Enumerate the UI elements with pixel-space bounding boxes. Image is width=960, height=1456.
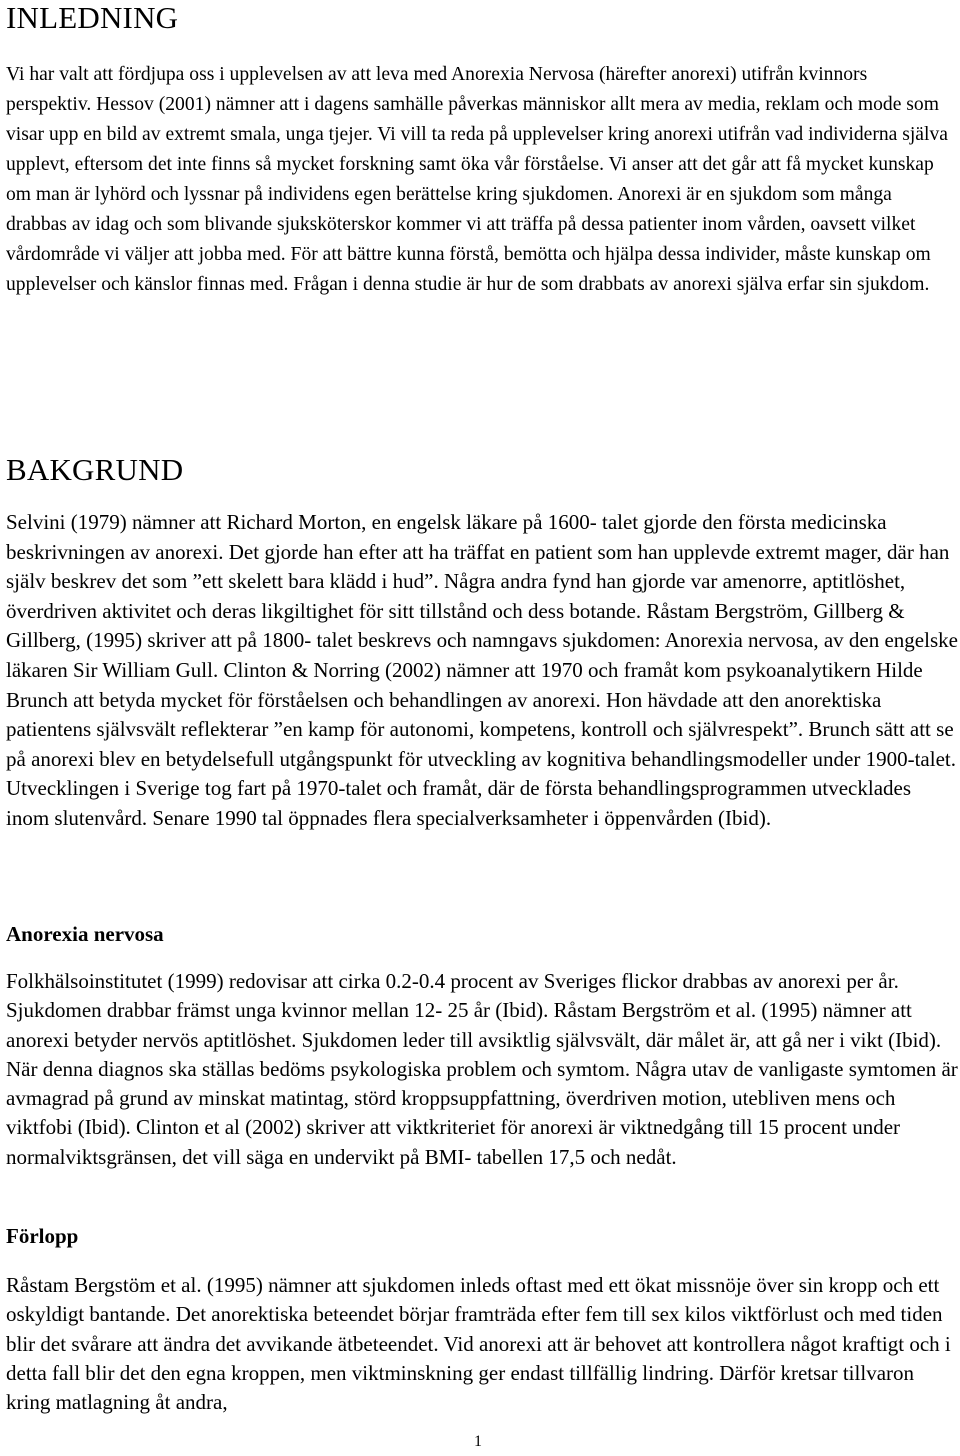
paragraph-inledning: Vi har valt att fördjupa oss i upplevelsen av att leva med Anorexia Nervosa (härefter anorexi) utifrån kvinnors perspektiv. Hessov (2001) nämner att i dagens samhälle påverkas människor allt mera av media, reklam och mode som visar upp en bild av extremt smala, unga tjejer. Vi vill ta reda på upplevelser kring anorexi utifrån vad individerna själva upplevt, eftersom det inte finns så mycket forskning samt öka vår förståelse. Vi anser att det går att få mycket kunskap om man är lyhörd och lyssnar på individens egen berättelse kring sjukdomen. Anorexi är en sjukdom som många drabbas av idag och som blivande sjuksköterskor kommer vi att träffa på dessa patienter inom vården, oavsett vilket vårdområde vi väljer att jobba med. För att bättre kunna förstå, bemötta och hjälpa dessa individer, måste kunskap om upplevelser och känslor finnas med. Frågan i denna studie är hur de som drabbats av anorexi själva erfar sin sjukdom. — [6, 64, 948, 295]
paragraph-anorexia-nervosa: Folkhälsoinstitutet (1999) redovisar att cirka 0.2-0.4 procent av Sveriges flickor drabbas av anorexi per år. Sjukdomen drabbar främst unga kvinnor mellan 12- 25 år (Ibid). Råstam Bergström et al. (1995) nämner att anorexi betyder nervös aptitlöshet. Sjukdomen leder till avsiktlig självsvält, där målet är, att gå ner i vikt (Ibid). När denna diagnos ska ställas bedöms psykologiska problem och symtom. Några utav de vanligaste symtomen är avmagrad på grund av minskat matintag, störd kroppsuppfattning, överdriven motion, utebliven mens och viktfobi (Ibid). Clinton et al (2002) skriver att viktkriteriet för anorexi är viktnedgång till 15 procent under normalviktsgränsen, det vill säga en undervikt på BMI- tabellen 17,5 och nedåt. — [6, 969, 958, 1169]
heading-inledning: INLEDNING — [6, 0, 179, 35]
page-number: 1 — [474, 1433, 482, 1450]
paragraph-forlopp: Råstam Bergstöm et al. (1995) nämner att sjukdomen inleds oftast med ett ökat missnöje över sin kropp och ett oskyldigt bantande. Det anorektiska beteendet börjar framträda efter fem till sex kilos viktförlust och med tiden blir det svårare att ändra det avvikande ätbeteendet. Vid anorexi att är behovet att kontrollera något kraftigt och i detta fall blir det den egna kroppen, men viktminskning ger endast tillfällig lindring. Därför kretsar tillvaron kring matlagning åt andra, — [6, 1273, 951, 1415]
paragraph-bakgrund: Selvini (1979) nämner att Richard Morton, en engelsk läkare på 1600- talet gjorde den första medicinska beskrivningen av anorexi. Det gjorde han efter att ha träffat en patient som han upplevde extremt mager, där han själv beskrev det som ”ett skelett bara klädd i hud”. Några andra fynd han gjorde var amenorre, aptitlöshet, överdriven aktivitet och deras likgiltighet för sitt tillstånd och dess botande. Råstam Bergström, Gillberg & Gillberg, (1995) skriver att på 1800- talet beskrevs och namngavs sjukdomen: Anorexia nervosa, av den engelske läkaren Sir William Gull. Clinton & Norring (2002) nämner att 1970 och framåt kom psykoanalytikern Hilde Brunch att betyda mycket för förståelsen och behandlingen av anorexi. Hon hävdade att den anorektiska patientens självsvält reflekterar ”en kamp för autonomi, kompetens, kontroll och självrespekt”. Brunch sätt att se på anorexi blev en betydelsefull utgångspunkt för utveckling av kognitiva behandlingsmodeller under 1900-talet. Utvecklingen i Sverige tog fart på 1970-talet och framåt, där de första behandlingsprogrammen utvecklades inom slutenvård. Senare 1990 tal öppnades flera specialverksamheter i öppenvården (Ibid). — [6, 510, 958, 830]
heading-bakgrund: BAKGRUND — [6, 452, 184, 487]
subheading-anorexia-nervosa: Anorexia nervosa — [6, 922, 164, 946]
subheading-forlopp: Förlopp — [6, 1224, 79, 1248]
